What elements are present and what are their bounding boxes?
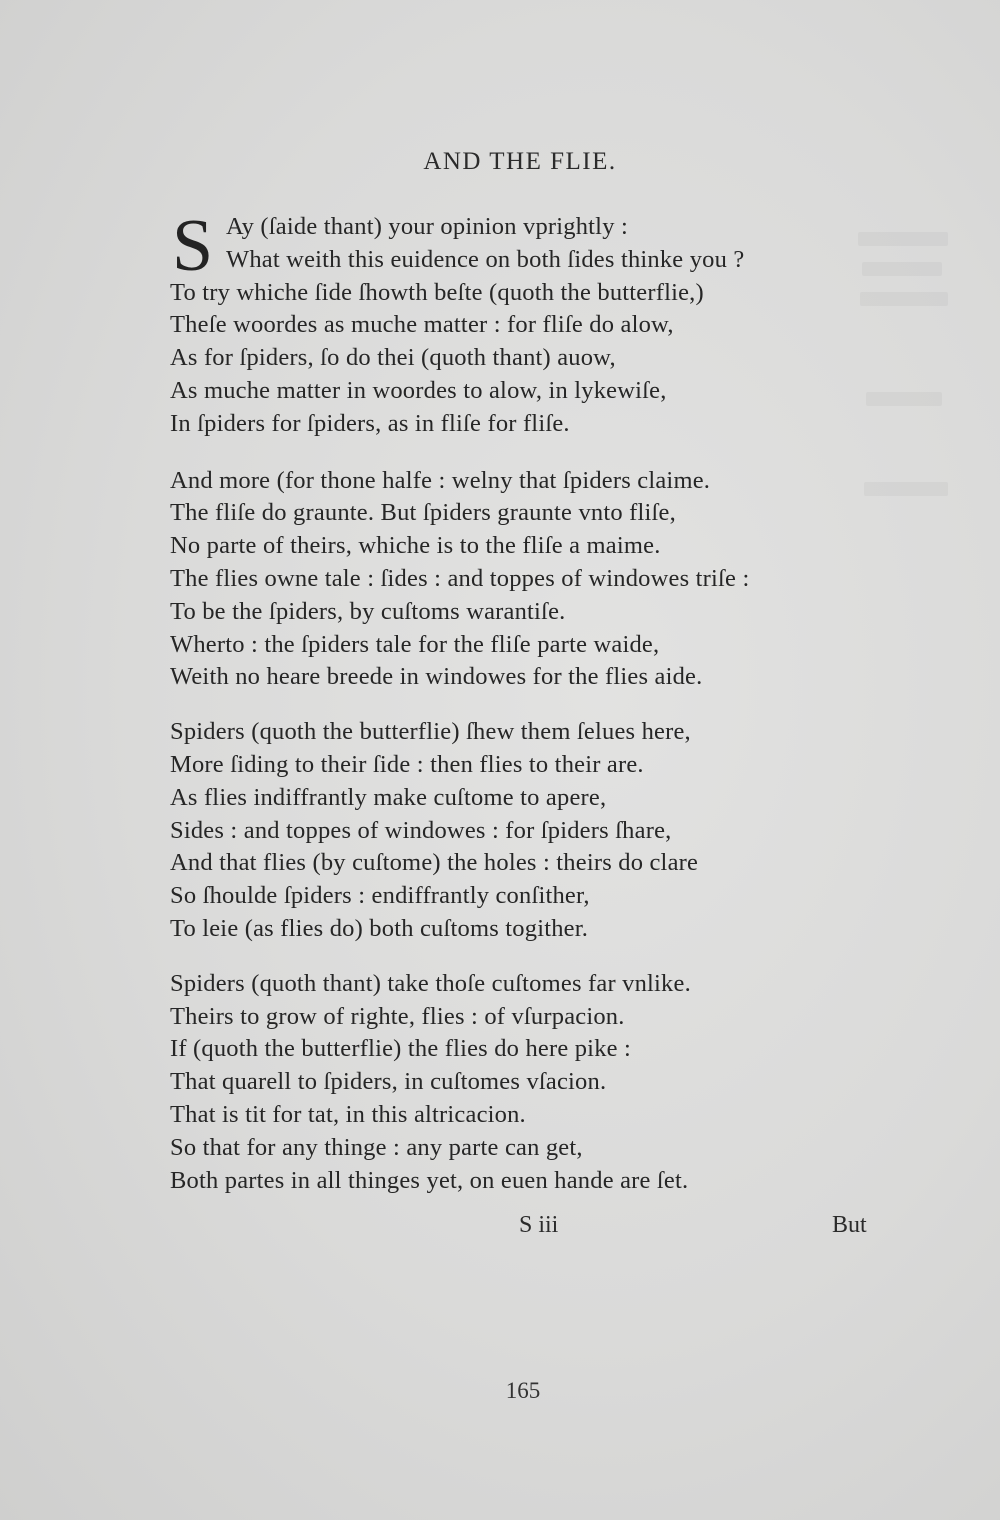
verse-line: As flies indiffrantly make cuſtome to apere, [170,783,607,811]
poem-body [170,205,890,1219]
stanza-2 [170,465,890,695]
verse-line: Theſe woordes as muche matter : for fliſe do alow, [170,311,674,339]
verse-line: To be the ſpiders, by cuſtoms warantiſe. [170,597,566,625]
verse-line: Spiders (quoth thant) take thoſe cuſtomes far vnlike. [170,969,691,997]
verse-line: That is tit for tat, in this altricacion. [170,1100,526,1128]
verse-line: If (quoth the butterflie) the flies do here pike : [170,1035,632,1063]
verse-line: As for ſpiders, ſo do thei (quoth thant) auow, [170,344,616,372]
stanza-3 [170,716,890,946]
page-number: 165 [505,1378,541,1403]
verse-line: As muche matter in woordes to alow, in lykewiſe, [170,376,667,404]
verse-line: Weith no heare breede in windowes for the flies aide. [170,663,703,691]
stanza-4 [170,968,890,1198]
drop-cap: S [172,205,214,287]
verse-line: Spiders (quoth the butterflie) ſhew them ſelues here, [170,718,691,746]
stanza-1 [170,205,890,441]
verse-line: Ay (ſaide thant) your opinion vprightly : [226,213,628,240]
verse-line: And that flies (by cuſtome) the holes : theirs do clare [170,849,699,877]
verse-line: More ſiding to their ſide : then flies to their are. [170,750,644,778]
catchword: But [832,1212,867,1238]
verse-line: So ſhoulde ſpiders : endiffrantly conſither, [170,882,590,910]
verse-line: Theirs to grow of righte, flies : of vſurpacion. [170,1002,625,1030]
verse-line: In ſpiders for ſpiders, as in fliſe for fliſe. [170,409,570,437]
verse-line: The flies owne tale : ſides : and toppes of windowes triſe : [170,564,750,592]
verse-line: That quarell to ſpiders, in cuſtomes vſacion. [170,1068,607,1096]
verse-line: Sides : and toppes of windowes : for ſpiders ſhare, [170,816,672,844]
verse-line: Wherto : the ſpiders tale for the fliſe parte waide, [170,630,660,658]
verse-line: No parte of theirs, whiche is to the fliſe a maime. [170,532,661,560]
running-head: AND THE FLIE. [423,148,617,175]
verse-line: Both partes in all thinges yet, on euen hande are ſet. [170,1166,689,1194]
verse-line: To try whiche ſide ſhowth beſte (quoth the butterflie,) [170,278,704,306]
verse-line: And more (for thone halfe : welny that ſpiders claime. [170,466,711,494]
verse-line: To leie (as flies do) both cuſtoms togither. [170,914,589,942]
verse-line: What weith this euidence on both ſides thinke you ? [226,245,745,273]
verse-line: So that for any thinge : any parte can get, [170,1133,583,1161]
signature-mark: S iii [519,1212,559,1238]
verse-line: The fliſe do graunte. But ſpiders graunte vnto fliſe, [170,499,676,527]
